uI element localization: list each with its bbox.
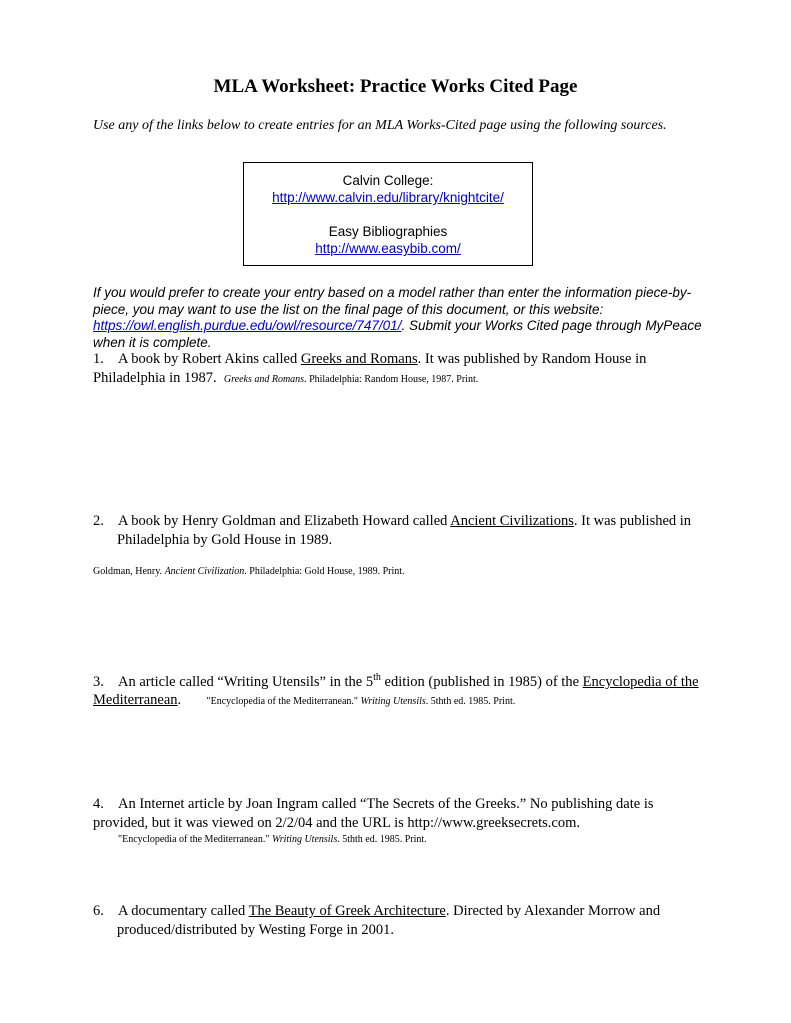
citation-author: "Encyclopedia of the Mediterranean."	[206, 696, 361, 708]
documentary-title: The Beauty of Greek Architecture	[248, 903, 446, 919]
citation-title: Greeks and Romans	[223, 373, 305, 385]
citation-author: Goldman, Henry.	[93, 566, 165, 577]
citation-title: Writing Utensils	[360, 696, 426, 708]
citation-answer	[224, 374, 478, 385]
citation-rest: . Philadelphia: Gold House, 1989. Print.	[244, 566, 405, 577]
model-instructions	[93, 285, 703, 351]
links-box	[243, 162, 533, 266]
item-number: 2.	[93, 513, 104, 529]
superscript: th	[373, 672, 381, 683]
easybib-link[interactable]: http://www.easybib.com/	[315, 241, 461, 256]
model-instructions-tail: . Submit your Works Cited page through MyPeace when it is complete.	[93, 318, 702, 350]
owl-purdue-link[interactable]: https://owl.english.purdue.edu/owl/resource/747/01/	[93, 318, 402, 333]
book-title: Greeks and Romans	[300, 351, 418, 367]
model-instructions-text: If you would prefer to create your entry based on a model rather than enter the information piece-by-piece, you may want to use the list on the final page of this document, or this website:	[93, 285, 692, 317]
item-text: A documentary called	[118, 903, 249, 919]
intro-text: Use any of the links below to create entries for an MLA Works-Cited page using the following sources.	[93, 118, 667, 133]
citation-rest: . 5thth ed. 1985. Print.	[425, 696, 516, 708]
item-number: 6.	[93, 903, 104, 919]
item-text: An article called “Writing Utensils” in the 5	[118, 673, 374, 690]
item-number: 1.	[93, 351, 104, 367]
item-number: 4.	[93, 796, 104, 812]
citation-author: "Encyclopedia of the Mediterranean."	[118, 834, 272, 845]
item-text: .	[177, 692, 182, 709]
item-text: An Internet article by Joan Ingram called “The Secrets of the Greeks.” No publishing date is provided, but it was viewed on 2/2/04 and the URL is http://www.greeksecrets.com.	[93, 796, 654, 831]
list-item	[93, 669, 703, 712]
citation-rest: . 5thth ed. 1985. Print.	[337, 834, 427, 845]
item-text: edition (published in 1985) of the	[380, 673, 583, 690]
list-item	[93, 902, 703, 939]
citation-title: Ancient Civilization	[164, 566, 245, 577]
book-title: Ancient Civilizations	[450, 513, 574, 529]
citation-answer	[93, 566, 405, 577]
list-item	[93, 350, 703, 389]
item-text: A book by Robert Akins called	[118, 351, 301, 367]
item-text: A book by Henry Goldman and Elizabeth Howard called	[118, 513, 451, 529]
easybib-label: Easy Bibliographies	[328, 224, 448, 239]
calvin-link[interactable]: http://www.calvin.edu/library/knightcite/	[272, 190, 504, 205]
encyclopedia-title: Encyclopedia of the Mediterranean	[93, 673, 699, 709]
item-text: . It was published by Random House in Philadelphia in 1987.	[93, 351, 647, 386]
calvin-label: Calvin College:	[342, 173, 434, 188]
page-title: MLA Worksheet: Practice Works Cited Page	[213, 76, 578, 97]
citation-rest: . Philadelphia: Random House, 1987. Print.	[304, 373, 479, 385]
list-item	[93, 512, 703, 549]
citation-answer	[118, 834, 427, 845]
item-number: 3.	[93, 673, 104, 690]
list-item	[93, 795, 703, 832]
citation-answer	[207, 696, 516, 707]
item-text: . It was published in Philadelphia by Gold House in 1989.	[117, 513, 692, 548]
citation-title: Writing Utensils	[271, 834, 338, 845]
item-text: . Directed by Alexander Morrow and produced/distributed by Westing Forge in 2001.	[117, 903, 661, 938]
